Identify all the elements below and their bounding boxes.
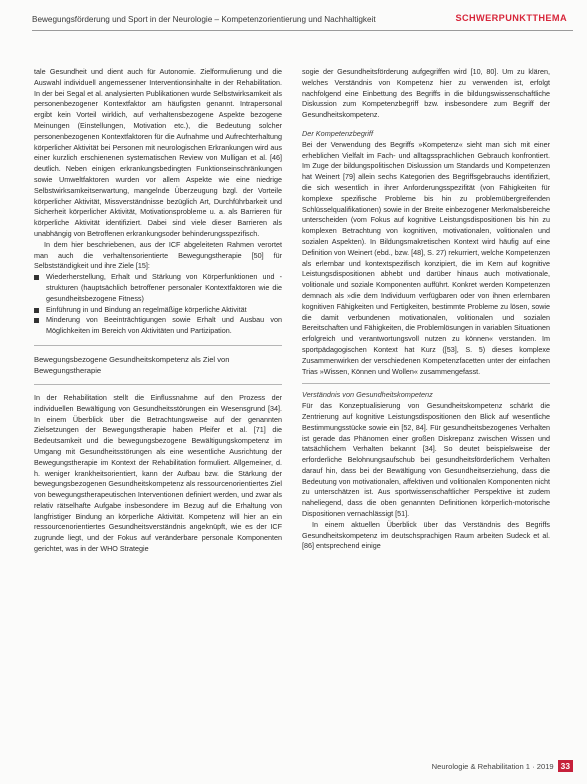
paragraph: Bei der Verwendung des Begriffs »Kompetenz« sieht man sich mit einer erheblichen Vielfalt im Fach- und alltagssprachlichen Gebrauch konfrontiert. Im Zuge der bildungspolitischen Diskussion um Standards und Kompetenzen hat Weinert [79] allein sechs Kategorien des Begriffsgebrauchs identifiziert, die sich wesentlich in ihrer Anforderungsspezifität (von Fähigkeiten für komplexe spezifische Probleme bis hin zu problemübergreifenden Schlüsselqualifikationen) sowie in der Breite einbezogener Merkmalsbereiche unterscheiden (vom Fokus auf kognitive Leistungsdispositionen bis hin zu komplexen Betrachtung von kognitiven, motivationalen, volitionalen und sozialen Aspekten). In Bildungsmakretischen Kontext wird häufig auf eine Definition von Weinert (ebd., bzw. [48], S. 27) rekurriert, welche Kompetenzen als erlernbar und kontextspezifisch konzipiert, die im Kern auf kognitive Leistungsdispositionen abhebt und darüber hinaus auch motivationale, volitionale und soziale Komponenten aufführt. Konkret werden Kompetenzen demnach als »die dem Individuum verfügbaren oder von ihnen erlernbaren kognitiven Fähigkeiten und Fertigkeiten, bestimmte Probleme zu lösen, sowie die damit verbundenen motivationalen, volitionalen und sozialen Bereitschaften und Fähigkeiten, die Problemlösungen in variablen Situationen erfolgreich und verantwortungsvoll nutzen zu können« verstanden. Im sportpädagogischen Kontext hat Kurz ([53], S. 5) dieses komplexe Zusammenwirken der verschiedenen Kompetenzfacetten unter der einfachen Trias »Wissen, Können und Wollen« zusammengefasst. [302,139,550,376]
section-label: SCHWERPUNKTTHEMA [449,10,573,26]
subsection-heading: Verständnis von Gesundheitskompetenz [302,390,433,400]
paragraph: sogie der Gesundheitsförderung aufgegriffen wird [10, 80]. Um zu klären, welches Verständnis von Kompetenz hier zu verwenden ist, erfolgt nachfolgend eine Einbettung des Begriffs in die bildungswissenschaftliche Diskussion zum Kompetenzbegriff bzw. insbesondere zum Begriff der Gesundheitskompetenz. [302,67,550,120]
section-divider [34,384,282,385]
section-heading: Bewegungsbezogene Gesundheitskompetenz als Ziel von Bewegungstherapie [34,354,230,375]
paragraph: In dem hier beschriebenen, aus der ICF abgeleiteten Rahmen verortet man auch die verhaltensorientierte Bewegungstherapie [50] für Selbstständigkeit und ihre Ziele [15]: [34,239,282,271]
running-head: Bewegungsförderung und Sport in der Neurologie – Kompetenzorientierung und Nachhaltigkeit [32,15,376,24]
square-bullet-icon [34,308,39,313]
page-footer [432,760,573,774]
list-item [34,305,282,316]
list-item-text: Einführung in und Bindung an regelmäßige körperliche Aktivität [46,304,247,314]
square-bullet-icon [34,318,39,323]
section-divider [34,345,282,346]
journal-citation: Neurologie & Rehabilitation 1 · 2019 [431,761,554,771]
goal-list [34,272,282,337]
section-divider [302,383,550,384]
subsection-heading: Der Kompetenzbegriff [302,128,373,138]
list-item-text: Minderung von Beeinträchtigungen sowie Erhalt und Ausbau von Möglichkeiten im Bereich von Aktivitäten und Partizipation. [46,315,282,336]
page-number: 33 [558,760,573,772]
paragraph: In der Rehabilitation stellt die Einflussnahme auf den Prozess der individuellen Bewältigung von Gesundheitsstörungen ein Wesensgrund [34]. In einem Überblick über die Betrachtungsweise auf der genannten Zielsetzungen der Bewegungstherapie haben Pfeifer et al. [71] die Bedeutsamkeit und die bewegungsbezogene Bewältigungskompetenz im Umgang mit Gesundheitsstörungen als eine wesentliche Ausrichtung der Bewegungstherapie im Kontext der Rehabilitation formuliert. Allgemeiner, d. h. weniger krankheitsorientiert, kann der Aufbau bzw. die Stärkung der bewegungsbezogenen Gesundheitskompetenz als ressourcenorientiertes Ziel von bewegungstherapeutischen Interventionen definiert werden, und zwar als relativ rätselhafte Aufgabe insbesondere im Bezug auf die Erhaltung von langfristiger Bindung an körperliche Aktivität. Kompetenz will hier an ein ressourcenorientiertes Gesundheitsverständnis angeknüpft, wie es der ICF zugrunde liegt, und der Fokus auf veränderbare personale Komponenten gerichtet, was in der WHO Strategie [34,392,282,554]
left-column [34,67,282,555]
square-bullet-icon [34,275,39,280]
paragraph: Für das Konzeptualisierung von Gesundheitskompetenz schärkt die Zentrierung auf kognitive Leistungsdispositionen den Blick auf wesentliche Bestimmungsstücke sowie ein [52, 84]. Für gesundheitsbezogenes Verhalten ist gerade das Phänomen einer großen Diskrepanz zwischen Wissen und tatsächlichem Verhalten bekannt [34]. So deutet beispielsweise der erforderliche Belohnungsaufschub bei gesundheitsförderlichem Verhalten darauf hin, dass bei der Bewältigung von Gesundheitserziehung, dass die Bedeutung von motivationalen, affektiven und volitionalen Komponenten nicht zu unterschätzen ist. Aus sportwissenschaftlicher Perspektive ist zudem naheliegend, dass die oben genannten Definitionen körperlich-motorische Dispositionen vernachlässigt [51]. [302,401,550,519]
paragraph: In einem aktuellen Überblick über das Verständnis des Begriffs Gesundheitskompetenz im deutschsprachigen Raum arbeiten Sudeck et al. [86] entsprechend einige [302,519,550,551]
list-item-text: Wiederherstellung, Erhalt und Stärkung von Körperfunktionen und -strukturen (hauptsächlich betroffener personaler Kontextfaktoren wie die gesundheitsbezogene Fitness) [46,272,282,303]
paragraph: tale Gesundheit und dient auch für Autonomie. Zielformulierung und die Auswahl individuell angemessener Interventionsinhalte in der Rehabilitation. In der bei Segal et al. analysierten Publikationen wurde Selbstwirksamkeit als personenbezogener Kontextfaktor am häufigsten genannt. Intrapersonal ergibt kein Vorteil wirklich, auf verhaltensbezogene Aspekte bezogene Meinungen (Einstellungen, Motivation etc.), die Bedeutung solcher personenbezogenen Kontextfaktoren für die Aufnahme und Aufrechterhaltung körperlicher Aktivität bei Personen mit neurologischen Erkrankungen wird aus einer kurzlich erschienenen systematischen Review von Mulligan et al. [46] deutlich. Neben einigen erkrankungsbedingten Funktionseinschränkungen sowie Umweltfaktoren wurden vor allem Aspekte wie eine niedrige Selbstwirksamkeitserwartung, mangelnde Überzeugung bzgl. der Vorteile körperlicher Aktivität, Missverständnisse bezüglich Art, Durchführbarkeit und Sicherheit körperlicher Aktivität, Motivationsprobleme u. a. als Barrieren für körperliche Aktivität identifiziert. Dabei sind viele dieser Barrieren als unabhängig von Betroffenen erkrankungsoder behinderungsspezifisch. [34,67,282,238]
list-item [34,272,282,304]
page-header [32,10,573,31]
list-item [34,315,282,337]
right-column [302,67,550,552]
